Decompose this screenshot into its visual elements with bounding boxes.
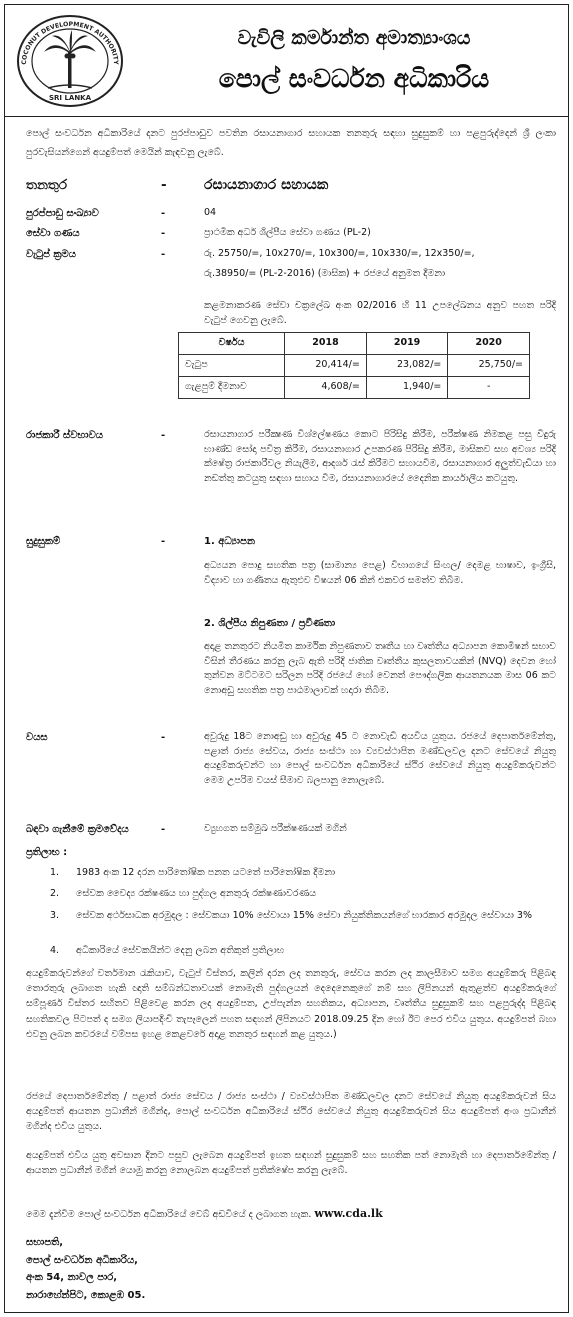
salary-line-2: රු.38950/= (PL-2-2016) (මාසික) + රජයේ අනුමත දීමනා xyxy=(204,268,446,279)
address-block xyxy=(26,1234,145,1304)
benefits-label: ප්‍රතිලාභ : xyxy=(26,847,68,858)
salary-table-header-cell: 2019 xyxy=(366,333,448,355)
salary-table-cell: වැටුප xyxy=(179,355,285,377)
salary-table-cell: 25,750/= xyxy=(448,355,530,377)
svg-text:SRI LANKA: SRI LANKA xyxy=(48,94,92,102)
salary-line-1: රු. 25750/=, 10x270/=, 10x300/=, 10x330/=, 12x350/=, xyxy=(204,248,475,259)
age-text: අවුරුදු 18ට නොඅඩු හා අවුරුදු 45 ට නොවැඩි අයවිය යුතුය. රජයේ දෙපාර්තමේන්තු, පළාත් රාජ්‍ය සේවය, රාජ්‍ය සංස්ථා හා ව්‍යවස්ථාපිත මණ්ඩලවල දනට සේවයේ නියුතු අයදුම්කරුවන්ට හා පොල් සංවර්ධන අධිකාරියේ ස්ථිර සේවයේ නියුතු අයදුම්කරුවන්ට මෙම උපරිම වයස් සීමාව බලපානු නොලැබේ. xyxy=(204,731,556,787)
skill-title: 2. ශිල්පීය නිපුණතා / ප්‍රවීණතා xyxy=(204,618,336,629)
salary-table-cell: 4,608/= xyxy=(285,377,367,399)
salary-table-header-cell: වර්ෂය xyxy=(179,333,285,355)
salary-table-cell: 1,940/= xyxy=(366,377,448,399)
salary-dash: - xyxy=(161,249,166,260)
education-title: 1. අධ්‍යාපන xyxy=(204,536,255,547)
authority-title: පොල් සංවර්ධන අධිකාරිය xyxy=(218,64,490,93)
salary-table-header-cell: 2018 xyxy=(285,333,367,355)
post-label: තනතුර xyxy=(26,177,68,193)
salary-label: වැටුප් ක්‍රමය xyxy=(26,249,76,260)
vacancies-dash: - xyxy=(161,208,166,219)
address-line: පොල් සංවර්ධන අධිකාරිය, xyxy=(26,1254,138,1266)
post-dash: - xyxy=(161,177,167,193)
benefit-number: 2. xyxy=(50,888,60,899)
recruitment-dash: - xyxy=(161,824,166,835)
duties-text: රසායනාගාර පරීක්‍ෂණ විශ්ලේෂණය කොට පිරිසිදු කිරීම, පරීක්ෂණ නිමකළ පසු විදුරු භාණ්ඩ සෝදා පවිත්‍ර කිරීම, රසායනාගාර උපකරණ පිරිසිදු කිරීම, මාසිකව සහ අවශ්‍ය පරිදි ක්ෂේත්‍ර රාජකාරීවල නියැලීම, ආදර්ශ රැස් කිරීමට සහායවීම, රසායනාගාර අලුත්වැඩියා හා නඩත්තු කටයුතු සඳහා සහාය වීම, රසායනාගාරයේ දෛනික කාර්යාලීය කටයුතු. xyxy=(204,429,556,485)
intro-text: පොල් සංවර්ධන අධිකාරියේ දනට පුරප්පාඩුව පවතින රසායනාගාර සහායක තනතුරු සඳහා සුදුසුකම් හා පළපුරුද්දෙන් ශ්‍රී ලංකා පුරවැසියන්ගෙන් අයදුම්පත් මෙයින් කැඳවනු ලැබේ. xyxy=(26,128,556,158)
application-instructions: අයදුම්කරුවන්ගේ වර්තමාන රැකියාව, වැටුප් විස්තර, කලින් දරන ලද තනතුරු, සේවය කරන ලද කාලසීමාව සමග අයදුම්කරු පිළිබඳ තොරතුරු ලබාගත හැකි ඥාති සම්බන්ධතාවයක් නොමැති පුද්ගලයන් දෙදෙනෙකුගේ නම් සහ ලිපිනයන් ඇතුළත්ව අයදුම්කරුගේ සම්පූර්ණ විස්තර සහිතව පිළිවෙළ කරන ලද අයදුම්පත, උප්පැන්න සහතිකය, අධ්‍යාපන, වෘත්තීය සුදුසුකම් සහ පළපුරුද්ද පිළිබඳ සහතිකවල පිටපත් ද සමග ලියාපදිංචි තැපෑලෙන් පහත සඳහන් ලිපිනයට 2018.09.25 දින හෝ ඊට පෙර එවිය යුතුය. අයදුම්පත් බහා එවනු ලබන කවරයේ වම්පස ඉහළ කෙළවරේ අදාළ තනතුර සඳහන් කළ යුතුය.) xyxy=(26,968,556,1040)
benefit-text: සේවක වෛද්‍ය රක්ෂණය හා පුද්ගල අනතුරු රක්ෂණාවරණය xyxy=(76,888,317,899)
salary-table-cell: 20,414/= xyxy=(285,355,367,377)
header xyxy=(4,4,569,117)
duties-dash: - xyxy=(161,430,166,441)
salary-table xyxy=(178,332,530,399)
service-class-dash: - xyxy=(161,228,166,239)
svg-text:COCONUT DEVELOPMENT AUTHORITY: COCONUT DEVELOPMENT AUTHORITY xyxy=(20,20,120,65)
salary-table-header-cell: 2020 xyxy=(448,333,530,355)
salary-table-header xyxy=(179,333,530,355)
skill-text: අදාළ තනතුරට නියමිත කාර්මික නිපුණතාව තෘතීය හා වෘත්තීය අධ්‍යාපන කොමිෂන් සභාව විසින් තීරණය කරනු ලැබ ඇති පරිදි ජාතික වෘත්තීය කුසලතාවයකින් (NVQ) දෙවන හෝ තුන්වන මට්ටමට සරිලන පරිදි රජයේ හෝ වෙනත් පෞද්ගලික ආයතනයක මාස 06 කට නොඅඩු සහතික පත්‍ර පාඨමාලාවක් හදාරා තිබීම. xyxy=(204,641,556,697)
vacancies-value: 04 xyxy=(204,207,217,218)
benefit-text: සේවක අර්ථසාධක අරමුදල : සේවකයා 10% සේවායා 15% සේවා නියුක්තිකයන්ගේ භාරකාර අරමුදල සේවායා 3% xyxy=(76,910,533,921)
rejection-note: අයදුම්පත් එවිය යුතු අවසාන දිනට පසුව ලැබෙන අයදුම්පත් ඉහත සඳහන් සුදුසුකම් සහ සහතික පත් නොමැති හා දෙපාර්තමේන්තු / ආයතන ප්‍රධානීන් මගින් යොමු කරනු නොලබන අයදුම්පත් ප්‍රතික්ෂේප කරනු ලැබේ. xyxy=(26,1150,556,1177)
post-value: රසායනාගාර සහායක xyxy=(204,177,329,193)
government-applicants-note: රජයේ දෙපාර්තමේන්තු / පළාත් රාජ්‍ය සේවය / රාජ්‍ය සංස්ථා / ව්‍යවස්ථාපිත මණ්ඩලවල දනට සේවයේ නියුතු අයදුම්කරුවන් සිය අයදුම්පත් ආයතන ප්‍රධානීන් මගින්ද, පොල් සංවර්ධන අධිකාරියේ ස්ථිර සේවයේ නියුතු අයදුම්කරුවන් සිය අයදුම්පත් අංශ ප්‍රධානීන් මගින්ද එවිය යුතුය. xyxy=(26,1091,556,1133)
salary-table-cell: 23,082/= xyxy=(366,355,448,377)
benefit-text: 1983 අංක 12 දරන පාරිතෝෂික පනත යටතේ පාරිතෝෂික දීමනා xyxy=(76,867,336,878)
benefit-number: 1. xyxy=(50,867,60,878)
benefit-number: 3. xyxy=(50,910,60,921)
salary-note: කළමනාකරණ සේවා චක්‍රලේඛ අංක 02/2016 හි 11 උපලේඛනය අනුව පහත පරිදි වැටුප් ගෙවනු ලැබේ. xyxy=(204,300,556,326)
recruitment-value: ව්‍යුහගත සම්මුඛ පරීක්ෂණයක් මගින් xyxy=(204,823,347,834)
salary-table-cell: - xyxy=(448,377,530,399)
duties-label: රාජකාරී ස්වභාවය xyxy=(26,430,103,441)
table-row xyxy=(179,377,530,399)
website-note: මෙම දැන්වීම පොල් සංවර්ධන අධිකාරියේ වෙබ් අඩවියේ ද ලබාගත හැක. xyxy=(26,1209,312,1220)
address-line: සභාපති, xyxy=(26,1237,64,1248)
table-row xyxy=(179,355,530,377)
website-line xyxy=(26,1205,556,1223)
vacancies-label: පුරප්පාඩු සංඛ්‍යාව xyxy=(26,208,99,219)
address-line: නාරාහේන්පිට, කොළඹ 05. xyxy=(26,1289,146,1301)
address-line: අංක 54, නාවල පාර, xyxy=(26,1272,118,1283)
service-class-value: ප්‍රාථමික අර්ධ ශිල්පීය සේවා ගණය (PL-2) xyxy=(204,227,371,238)
cda-seal-logo xyxy=(14,12,126,110)
qualifications-label: සුදුසුකම් xyxy=(26,536,61,547)
salary-table-cell: ගැළපුම් දීමනාව xyxy=(179,377,285,399)
age-dash: - xyxy=(161,732,166,743)
age-label: වයස xyxy=(26,732,48,743)
recruitment-label: බඳවා ගැනීමේ ක්‍රමවේදය xyxy=(26,824,129,835)
website-link[interactable]: www.cda.lk xyxy=(314,1207,383,1220)
service-class-label: සේවා ගණය xyxy=(26,228,80,239)
education-text: අධ්‍යයන පොදු සහතික පත්‍ර (සාමාන්‍ය පෙළ) විභාගයේ සිංහල/ දෙමළ භාෂාව, ඉංග්‍රීසි, විද්‍යාව හා ගණිතය ඇතුළුව විෂයන් 06 කින් එකවර සමත්ව තිබීම. xyxy=(204,560,556,586)
benefit-text: අධිකාරියේ සේවකයින්ට දෙනු ලබන අතිකුත් ප්‍රතිලාභ xyxy=(76,945,285,956)
ministry-title: වැවිලි කර්මාන්ත අමාත්‍යාංශය xyxy=(237,27,471,49)
qualifications-dash: - xyxy=(161,536,166,547)
benefit-number: 4. xyxy=(50,945,60,956)
